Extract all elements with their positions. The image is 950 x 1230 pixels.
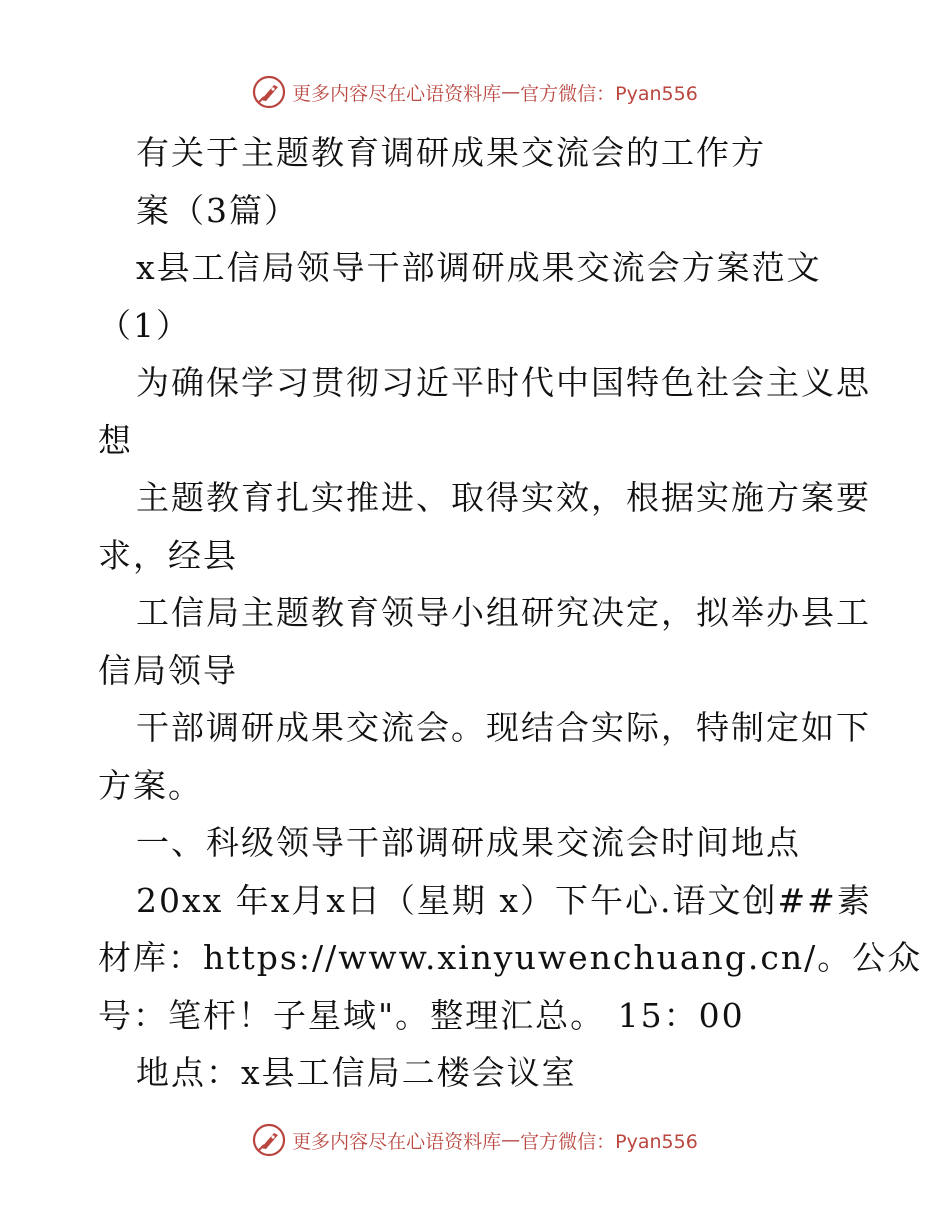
title-line-1: 有关于主题教育调研成果交流会的工作方 xyxy=(136,133,766,172)
subtitle-line-2: （1） xyxy=(98,305,191,345)
footer-watermark-banner xyxy=(0,1120,950,1160)
paragraph-line: 主题教育扎实推进、取得实效，根据实施方案要 xyxy=(136,478,871,517)
subtitle-line-1: x县工信局领导干部调研成果交流会方案范文 xyxy=(136,248,822,287)
banner-wechat: 官方微信：Pyan556 xyxy=(520,1130,698,1153)
banner-text: 更多内容尽在心语资料库 xyxy=(292,1130,502,1153)
paragraph-line: 工信局主题教育领导小组研究决定，拟举办县工 xyxy=(136,593,871,632)
paragraph-line: 号：笔杆！子星域"。整理汇总。 15：00 xyxy=(98,995,745,1035)
pen-nib-logo-icon xyxy=(252,1123,286,1157)
paragraph-line: 干部调研成果交流会。现结合实际，特制定如下 xyxy=(136,708,871,747)
paragraph-line: 信局领导 xyxy=(98,650,238,690)
header-watermark-banner xyxy=(0,72,950,112)
paragraph-line: 想 xyxy=(98,420,133,460)
title-line-2: 案（3篇） xyxy=(136,190,299,230)
banner-wechat: 官方微信：Pyan556 xyxy=(520,82,698,105)
paragraph-line: 为确保学习贯彻习近平时代中国特色社会主义思 xyxy=(136,363,871,402)
banner-separator: — xyxy=(501,81,521,103)
paragraph-line: 求，经县 xyxy=(98,535,238,575)
banner-separator: — xyxy=(501,1129,521,1151)
paragraph-line: 材库：https://www.xinyuwenchuang.cn/。公众 xyxy=(98,938,923,977)
banner-text: 更多内容尽在心语资料库 xyxy=(292,82,502,105)
paragraph-line: 方案。 xyxy=(98,765,203,805)
pen-nib-logo-icon xyxy=(252,75,286,109)
paragraph-line: 20xx 年x月x日（星期 x）下午心.语文创##素 xyxy=(136,880,872,920)
document-body xyxy=(98,124,923,1102)
section-heading: 一、科级领导干部调研成果交流会时间地点 xyxy=(136,823,801,862)
paragraph-line: 地点：x县工信局二楼会议室 xyxy=(136,1053,577,1092)
